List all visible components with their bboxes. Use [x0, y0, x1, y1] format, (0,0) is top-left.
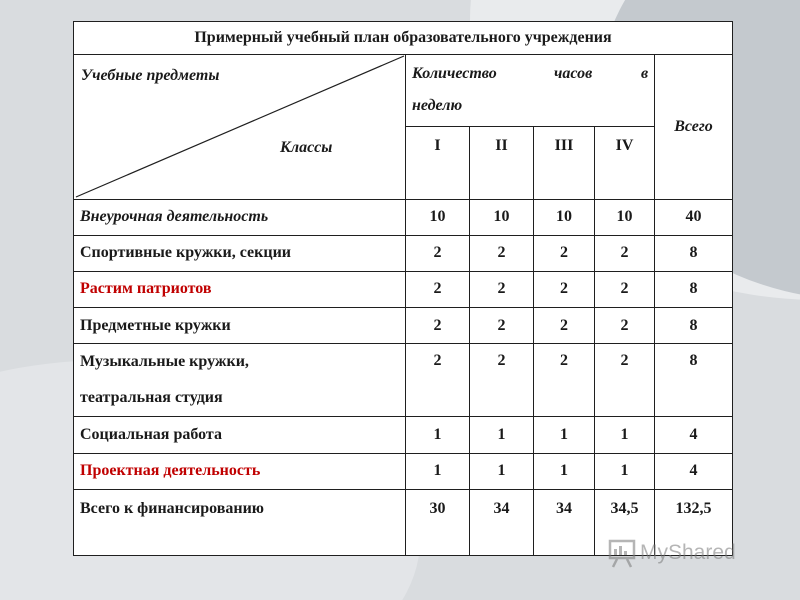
- hours-cell: 2: [595, 344, 655, 417]
- hours-cell: 2: [470, 308, 534, 344]
- hours-cell: 2: [534, 271, 595, 307]
- subject-line: Музыкальные кружки,: [80, 353, 249, 371]
- hours-cell: 2: [534, 344, 595, 417]
- classes-header-label: Классы: [280, 139, 333, 157]
- hours-cell: 30: [406, 489, 470, 555]
- total-cell: 4: [655, 453, 733, 489]
- total-header: Всего: [655, 55, 733, 200]
- total-cell: 8: [655, 271, 733, 307]
- presentation-board-icon: [608, 538, 636, 568]
- hours-cell: 34,5: [595, 489, 655, 555]
- hours-header-word: часов: [554, 65, 593, 83]
- hours-cell: 2: [595, 271, 655, 307]
- hours-cell: 2: [595, 235, 655, 271]
- hours-header-word: неделю: [412, 97, 463, 115]
- hours-cell: 1: [406, 417, 470, 453]
- hours-cell: 1: [406, 453, 470, 489]
- hours-cell: 2: [406, 271, 470, 307]
- table-row: [74, 417, 733, 453]
- subject-cell: Внеурочная деятельность: [74, 199, 406, 235]
- hours-per-week-header: [406, 55, 655, 127]
- hours-cell: 2: [406, 344, 470, 417]
- hours-cell: 2: [406, 308, 470, 344]
- grade-header: II: [470, 127, 534, 199]
- table-row: [74, 344, 733, 417]
- grade-header: III: [534, 127, 595, 199]
- hours-cell: 10: [595, 199, 655, 235]
- subject-cell: Проектная деятельность: [74, 453, 406, 489]
- table-row: [74, 235, 733, 271]
- subjects-header-label: Учебные предметы: [81, 67, 220, 85]
- hours-cell: 10: [534, 199, 595, 235]
- total-cell: 8: [655, 308, 733, 344]
- subject-cell: Предметные кружки: [74, 308, 406, 344]
- hours-cell: 2: [470, 235, 534, 271]
- table-title: Примерный учебный план образовательного учреждения: [74, 22, 733, 55]
- hours-cell: 2: [406, 235, 470, 271]
- hours-cell: 10: [470, 199, 534, 235]
- table-row: [74, 453, 733, 489]
- total-cell: 8: [655, 344, 733, 417]
- hours-cell: 2: [534, 235, 595, 271]
- hours-cell: 10: [406, 199, 470, 235]
- subject-line: театральная студия: [80, 389, 223, 407]
- total-cell: 4: [655, 417, 733, 453]
- subject-cell: Всего к финансированию: [74, 489, 406, 555]
- subject-cell: Спортивные кружки, секции: [74, 235, 406, 271]
- hours-cell: 1: [534, 453, 595, 489]
- hours-cell: 34: [470, 489, 534, 555]
- table-row: [74, 308, 733, 344]
- grade-header: I: [406, 127, 470, 199]
- table-row: [74, 271, 733, 307]
- hours-cell: 2: [534, 308, 595, 344]
- hours-cell: 1: [470, 453, 534, 489]
- table-row: [74, 199, 733, 235]
- hours-cell: 1: [534, 417, 595, 453]
- total-cell: 132,5: [655, 489, 733, 555]
- hours-header-word: в: [641, 65, 649, 83]
- curriculum-table: [73, 21, 733, 556]
- hours-cell: 1: [595, 417, 655, 453]
- hours-cell: 34: [534, 489, 595, 555]
- hours-cell: 2: [470, 271, 534, 307]
- subject-cell: Растим патриотов: [74, 271, 406, 307]
- hours-header-word: Количество: [412, 65, 497, 83]
- hours-cell: 2: [470, 344, 534, 417]
- hours-cell: 2: [595, 308, 655, 344]
- subject-cell: Социальная работа: [74, 417, 406, 453]
- header-corner-cell: [74, 55, 406, 200]
- grade-header: IV: [595, 127, 655, 199]
- total-cell: 8: [655, 235, 733, 271]
- total-cell: 40: [655, 199, 733, 235]
- subject-cell: [74, 344, 406, 417]
- watermark-text: MyShared: [640, 541, 736, 564]
- hours-cell: 1: [470, 417, 534, 453]
- watermark: [608, 538, 736, 568]
- hours-cell: 1: [595, 453, 655, 489]
